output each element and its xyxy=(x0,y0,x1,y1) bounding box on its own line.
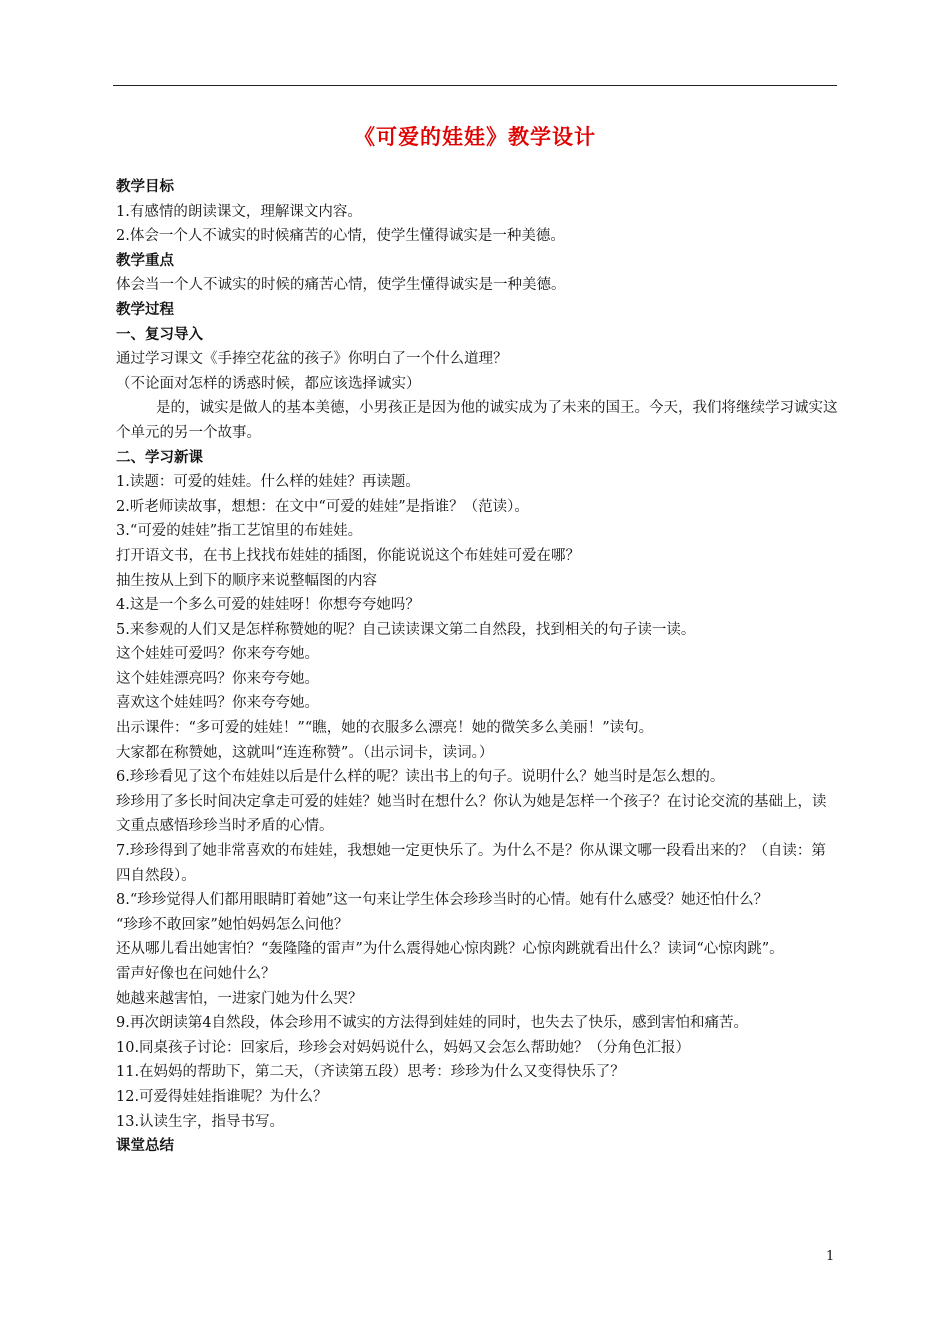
section-heading: 教学目标 xyxy=(116,179,174,195)
paragraph: 8.“珍珍觉得人们都用眼睛盯着她”这一句来让学生体会珍珍当时的心情。她有什么感受？她还怕什么？ xyxy=(116,892,769,909)
paragraph: 9.再次朗读第4自然段，体会珍用不诚实的方法得到娃娃的同时，也失去了快乐，感到害怕和痛苦。 xyxy=(116,1015,749,1032)
paragraph: 通过学习课文《手捧空花盆的孩子》你明白了一个什么道理？ xyxy=(116,351,508,368)
section-heading: 教学过程 xyxy=(116,301,174,318)
paragraph: 13.认读生字，指导书写。 xyxy=(116,1113,285,1130)
paragraph: 这个娃娃可爱吗？你来夸夸她。 xyxy=(116,646,319,663)
paragraph: 她越来越害怕，一进家门她为什么哭？ xyxy=(116,990,363,1007)
paragraph: 3.“可爱的娃娃”指工艺馆里的布娃娃。 xyxy=(116,523,363,540)
paragraph: 雷声好像也在问她什么？ xyxy=(116,966,276,982)
paragraph: 抽生按从上到下的顺序来说整幅图的内容 xyxy=(116,572,377,589)
paragraph: 珍珍用了多长时间决定拿走可爱的娃娃？她当时在想什么？你认为她是怎样一个孩子？在讨论交流的基础上，读文重点感悟珍珍当时矛盾的心情。 xyxy=(116,793,827,835)
paragraph: 这个娃娃漂亮吗？你来夸夸她。 xyxy=(116,670,319,687)
paragraph: 4.这是一个多么可爱的娃娃呀！你想夸夸她吗？ xyxy=(116,597,420,614)
section-heading: 一、复习导入 xyxy=(116,326,203,343)
paragraph: 10.同桌孩子讨论：回家后，珍珍会对妈妈说什么，妈妈又会怎么帮助她？（分角色汇报） xyxy=(116,1039,691,1056)
paragraph: “珍珍不敢回家”她怕妈妈怎么问他？ xyxy=(116,916,349,933)
paragraph: 7.珍珍得到了她非常喜欢的布娃娃，我想她一定更快乐了。为什么不是？你从课文哪一段看出来的？（自读：第四自然段）。 xyxy=(116,843,826,884)
header-rule xyxy=(113,85,837,86)
paragraph: 1.有感情的朗读课文，理解课文内容。 xyxy=(116,203,362,220)
page-number: 1 xyxy=(826,1249,835,1264)
paragraph: 1.读题：可爱的娃娃。什么样的娃娃？再读题。 xyxy=(116,474,420,491)
paragraph: 2.听老师读故事，想想：在文中“可爱的娃娃”是指谁？（范读）。 xyxy=(116,498,529,515)
section-heading: 课堂总结 xyxy=(116,1138,174,1155)
paragraph: 大家都在称赞她，这就叫“连连称赞”。（出示词卡，读词。） xyxy=(116,744,494,761)
paragraph: 体会当一个人不诚实的时候的痛苦心情，使学生懂得诚实是一种美德。 xyxy=(116,277,566,294)
paragraph: 6.珍珍看见了这个布娃娃以后是什么样的呢？读出书上的句子。说明什么？她当时是怎么想的。 xyxy=(116,769,725,786)
document-body xyxy=(116,175,838,1159)
paragraph: 出示课件：“多可爱的娃娃！”“瞧，她的衣服多么漂亮！她的微笑多么美丽！”读句。 xyxy=(116,720,654,737)
section-heading: 二、学习新课 xyxy=(116,449,203,466)
paragraph: 12.可爱得娃娃指谁呢？为什么？ xyxy=(116,1088,328,1105)
paragraph: 还从哪儿看出她害怕？“轰隆隆的雷声”为什么震得她心惊肉跳？心惊肉跳就看出什么？读词“心惊肉跳”。 xyxy=(116,941,784,958)
paragraph: 11.在妈妈的帮助下，第二天，（齐读第五段）思考：珍珍为什么又变得快乐了？ xyxy=(116,1064,625,1081)
paragraph: 5.来参观的人们又是怎样称赞她的呢？自己读读课文第二自然段，找到相关的句子读一读。 xyxy=(116,621,696,638)
section-heading: 教学重点 xyxy=(116,252,174,269)
paragraph: 喜欢这个娃娃吗？你来夸夸她。 xyxy=(116,695,319,712)
paragraph: 2.体会一个人不诚实的时候痛苦的心情，使学生懂得诚实是一种美德。 xyxy=(116,228,565,245)
paragraph: （不论面对怎样的诱惑时候，都应该选择诚实） xyxy=(116,375,421,392)
paragraph: 打开语文书，在书上找找布娃娃的插图，你能说说这个布娃娃可爱在哪？ xyxy=(116,547,580,564)
document-title: 《可爱的娃娃》教学设计 xyxy=(354,125,596,149)
paragraph: 是的，诚实是做人的基本美德，小男孩正是因为他的诚实成为了未来的国王。今天，我们将继续学习诚实这个单元的另一个故事。 xyxy=(116,400,838,441)
